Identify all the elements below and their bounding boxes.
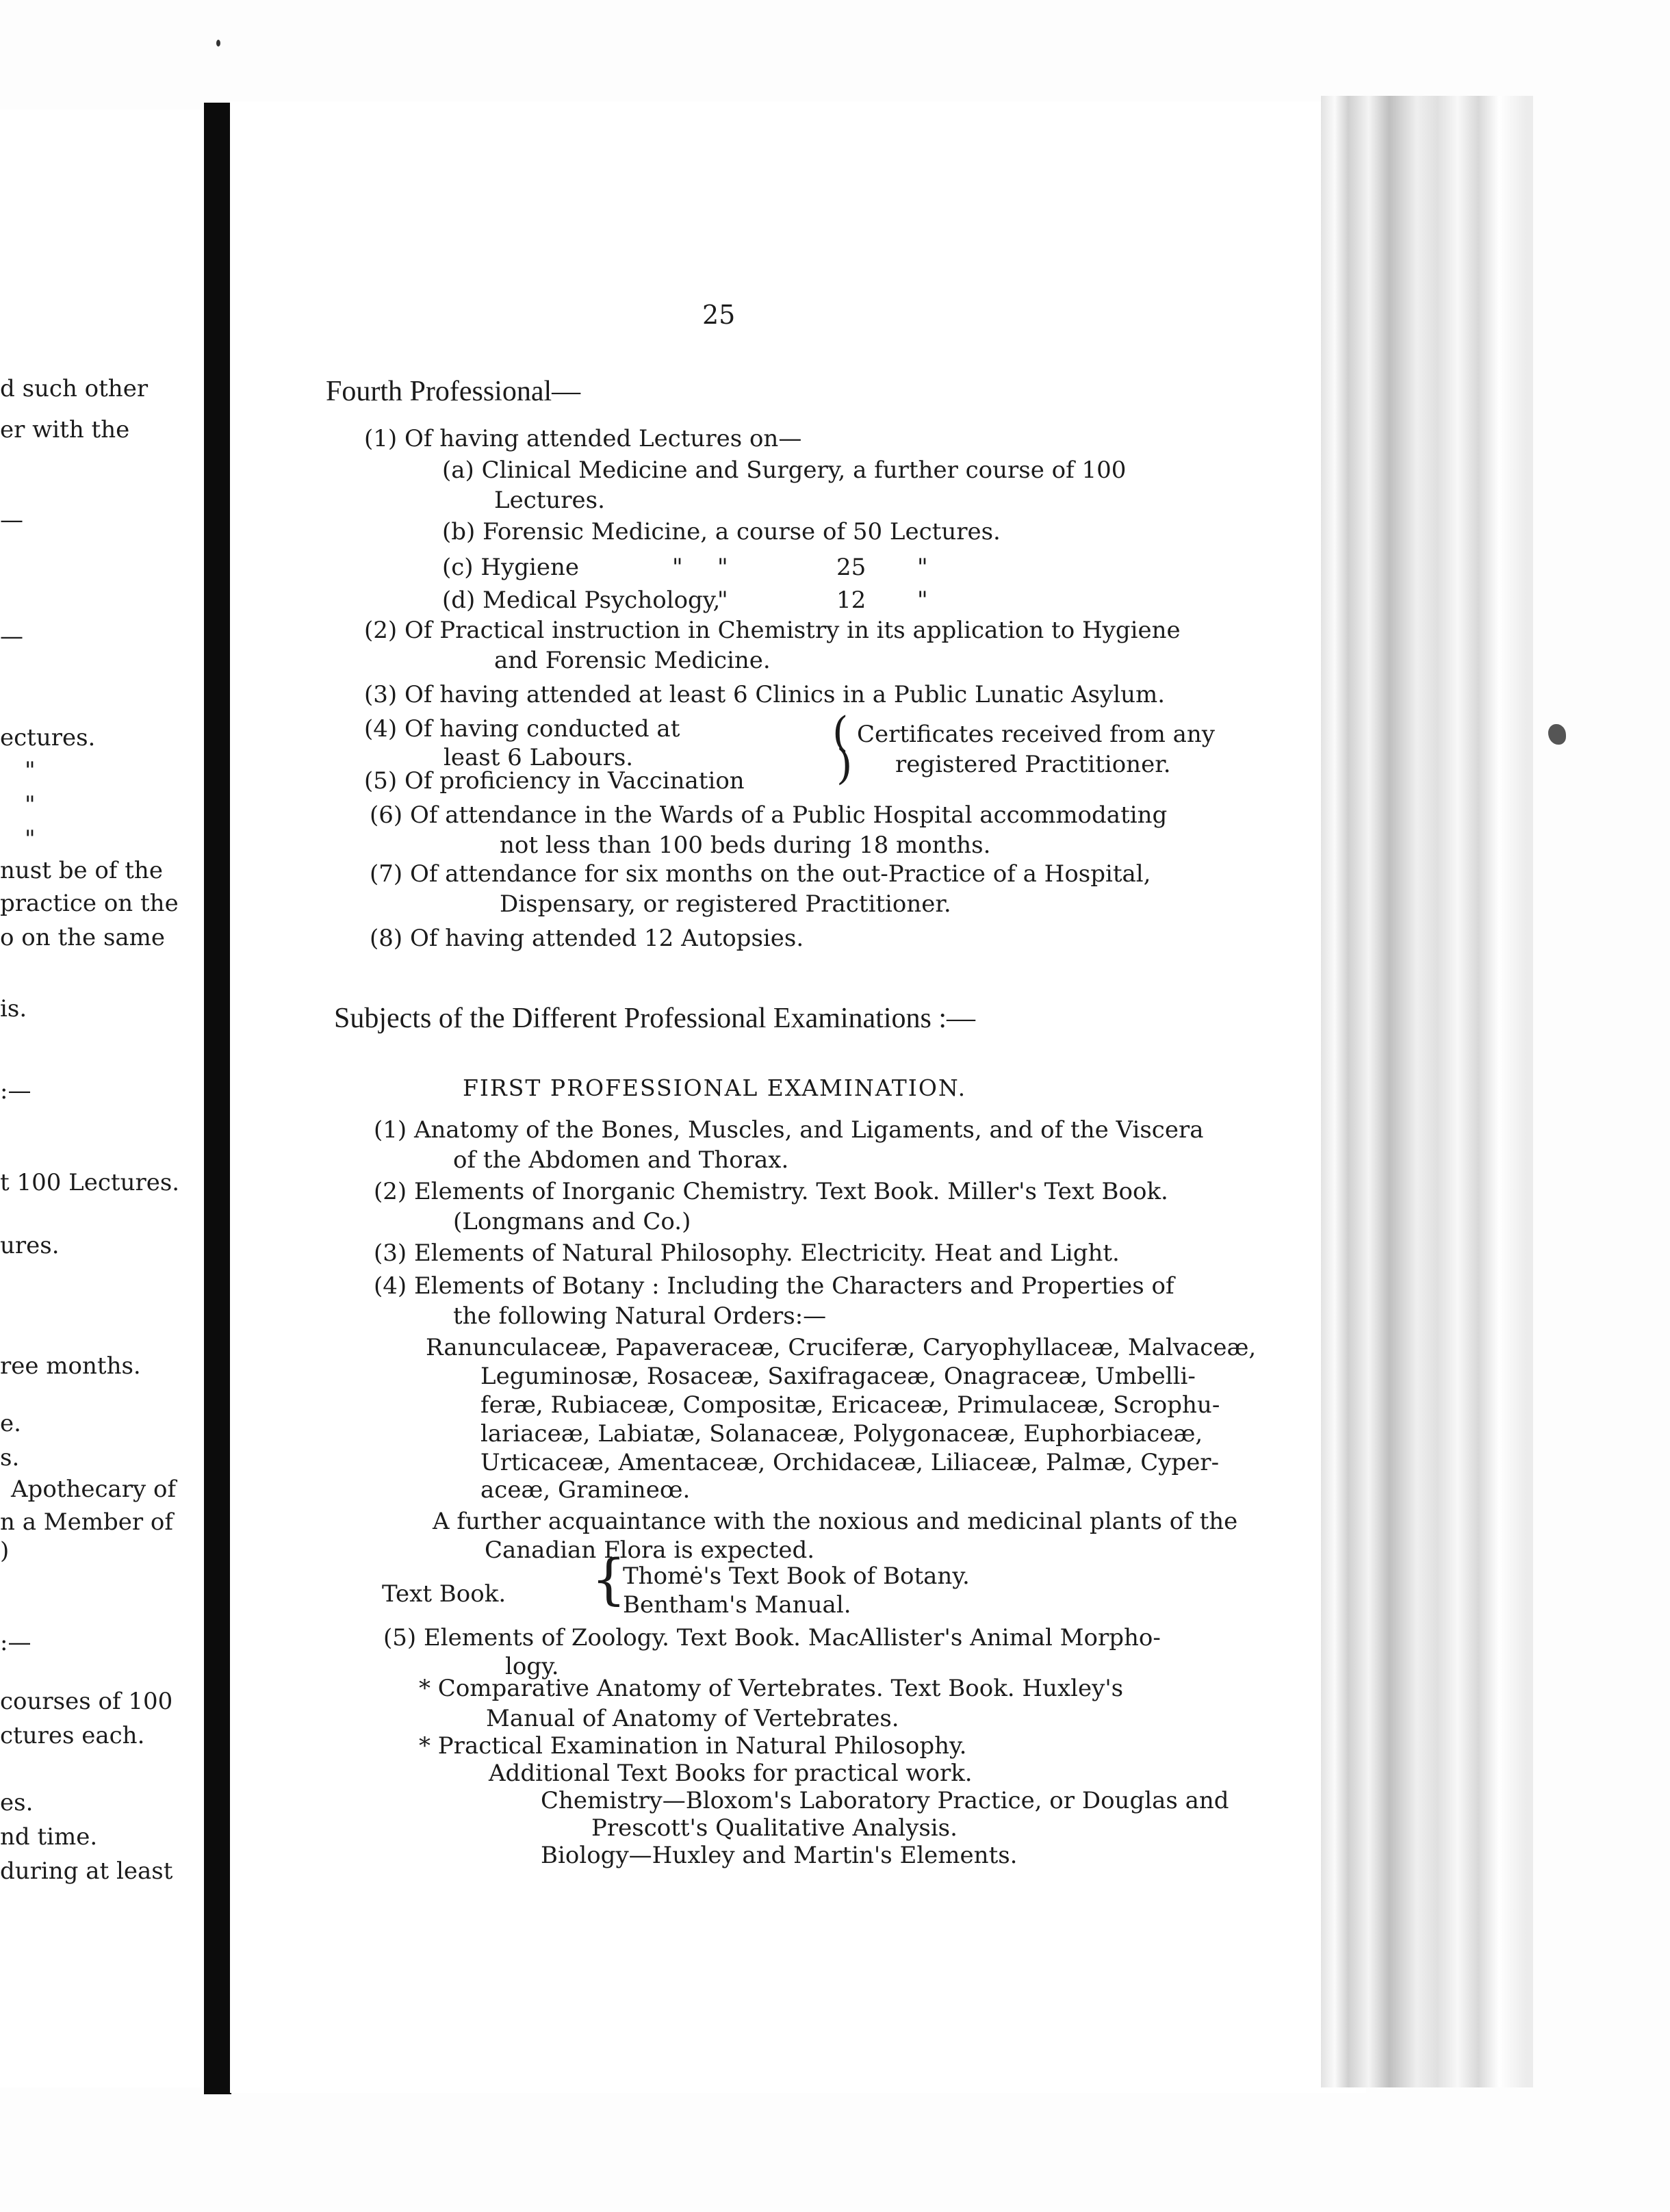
ditto-mark: " (917, 587, 928, 614)
left-line: nust be of the (0, 857, 163, 884)
left-line: nd time. (0, 1823, 98, 1851)
requirement-6: (6) Of attendance in the Wards of a Public Hospital accommodating (370, 801, 1168, 829)
subject-2-cont: (Longmans and Co.) (453, 1208, 691, 1235)
left-line: — (0, 623, 23, 650)
textbook: Thomė's Text Book of Botany. (623, 1562, 970, 1590)
requirement-4-cont: least 6 Labours. (444, 744, 634, 771)
requirement-1: (1) Of having attended Lectures on— (364, 425, 802, 452)
natural-orders: lariaceæ, Labiatæ, Solanaceæ, Polygonaceæ, Euphorbiaceæ, (480, 1420, 1203, 1448)
chemistry-books-cont: Prescott's Qualitative Analysis. (591, 1814, 958, 1842)
left-line: d such other (0, 375, 149, 402)
requirement-4: (4) Of having conducted at (364, 715, 680, 743)
certificate-note-cont: registered Practitioner. (895, 751, 1171, 778)
subject-3: (3) Elements of Natural Philosophy. Electricity. Heat and Light. (374, 1239, 1120, 1267)
left-line: Apothecary of (11, 1476, 177, 1503)
book-gutter (204, 103, 231, 2094)
ditto-mark: " (717, 554, 728, 581)
page-number: 25 (702, 300, 736, 330)
textbook: Bentham's Manual. (623, 1591, 851, 1619)
section-heading: Subjects of the Different Professional Examinations :— (334, 1003, 976, 1034)
requirement-2-cont: and Forensic Medicine. (494, 647, 771, 674)
natural-orders: Ranunculaceæ, Papaveraceæ, Cruciferæ, Caryophyllaceæ, Malvaceæ, (426, 1334, 1257, 1361)
left-line: ) (0, 1537, 10, 1565)
requirement-8: (8) Of having attended 12 Autopsies. (370, 925, 804, 952)
left-line: ree months. (0, 1352, 141, 1380)
requirement-6-cont: not less than 100 beds during 18 months. (500, 832, 991, 859)
section-heading: Fourth Professional— (326, 376, 581, 407)
lecture-count: 12 (836, 587, 866, 614)
biology-books: Biology—Huxley and Martin's Elements. (541, 1842, 1018, 1869)
practical-exam: * Practical Examination in Natural Philosophy. (419, 1732, 967, 1760)
subject-5-cont: logy. (505, 1653, 559, 1680)
ditto-mark: " (917, 554, 928, 581)
natural-orders: Urticaceæ, Amentaceæ, Orchidaceæ, Liliaceæ, Palmæ, Cyper- (480, 1449, 1220, 1476)
left-line: during at least (0, 1857, 173, 1885)
page-edges (1321, 96, 1533, 2087)
requirement-7-cont: Dispensary, or registered Practitioner. (500, 890, 951, 918)
left-line: courses of 100 (0, 1688, 173, 1715)
certificate-note: Certificates received from any (857, 721, 1215, 748)
subject-4-cont: the following Natural Orders:— (453, 1302, 827, 1330)
scan-speck (1548, 724, 1566, 745)
left-line: " (25, 791, 36, 819)
curly-brace-icon: ) (836, 741, 853, 789)
left-line: e. (0, 1410, 21, 1437)
item-a-cont: Lectures. (494, 487, 605, 514)
subject-5: (5) Elements of Zoology. Text Book. MacAllister's Animal Morpho- (383, 1624, 1161, 1651)
curly-brace-icon: { (591, 1547, 626, 1611)
left-line: es. (0, 1789, 34, 1816)
facing-page (0, 110, 226, 2087)
requirement-7: (7) Of attendance for six months on the out-Practice of a Hospital, (370, 860, 1151, 888)
requirement-2: (2) Of Practical instruction in Chemistry in its application to Hygiene (364, 617, 1181, 644)
left-line: ctures each. (0, 1722, 145, 1749)
subject-4: (4) Elements of Botany : Including the Characters and Properties of (374, 1272, 1174, 1300)
item-c: (c) Hygiene (442, 554, 580, 581)
ditto-mark: " (717, 587, 728, 614)
left-line: er with the (0, 416, 130, 443)
natural-orders: Leguminosæ, Rosaceæ, Saxifragaceæ, Onagraceæ, Umbelli- (480, 1363, 1196, 1390)
left-line: ures. (0, 1232, 60, 1259)
curly-brace-icon: ( (832, 708, 849, 756)
left-line: practice on the (0, 890, 179, 917)
left-line: ectures. (0, 724, 96, 751)
lecture-count: 25 (836, 554, 866, 581)
left-line: is. (0, 995, 27, 1023)
left-line: " (25, 757, 36, 784)
ditto-mark: " (672, 554, 683, 581)
textbook-label: Text Book. (382, 1580, 506, 1608)
item-a: (a) Clinical Medicine and Surgery, a further course of 100 (442, 456, 1127, 484)
requirement-5: (5) Of proficiency in Vaccination (364, 767, 745, 795)
subject-1: (1) Anatomy of the Bones, Muscles, and Ligaments, and of the Viscera (374, 1116, 1204, 1144)
subject-2: (2) Elements of Inorganic Chemistry. Text Book. Miller's Text Book. (374, 1178, 1168, 1205)
left-line: o on the same (0, 924, 166, 951)
scan-mark (216, 40, 220, 47)
natural-orders: aceæ, Gramineœ. (480, 1476, 691, 1504)
exam-title: FIRST PROFESSIONAL EXAMINATION. (463, 1075, 967, 1101)
left-line: :— (0, 1077, 31, 1105)
item-d: (d) Medical Psychology, (442, 587, 721, 614)
comparative-anatomy: * Comparative Anatomy of Vertebrates. Text Book. Huxley's (419, 1675, 1124, 1702)
left-line: n a Member of (0, 1508, 173, 1536)
left-line: t 100 Lectures. (0, 1169, 180, 1196)
additional-books: Additional Text Books for practical work. (489, 1760, 973, 1787)
left-line: s. (0, 1444, 20, 1471)
left-line: " (25, 825, 36, 853)
left-line: :— (0, 1629, 31, 1656)
natural-orders: feræ, Rubiaceæ, Compositæ, Ericaceæ, Primulaceæ, Scrophu- (480, 1391, 1220, 1419)
item-b: (b) Forensic Medicine, a course of 50 Lectures. (442, 518, 1001, 545)
requirement-3: (3) Of having attended at least 6 Clinics in a Public Lunatic Asylum. (364, 681, 1166, 708)
comparative-anatomy-cont: Manual of Anatomy of Vertebrates. (486, 1705, 899, 1732)
left-line: — (0, 506, 23, 534)
subject-1-cont: of the Abdomen and Thorax. (453, 1146, 789, 1174)
flora-note: A further acquaintance with the noxious and medicinal plants of the (433, 1508, 1238, 1535)
flora-note-cont: Canadian Flora is expected. (485, 1536, 815, 1564)
chemistry-books: Chemistry—Bloxom's Laboratory Practice, or Douglas and (541, 1787, 1229, 1814)
